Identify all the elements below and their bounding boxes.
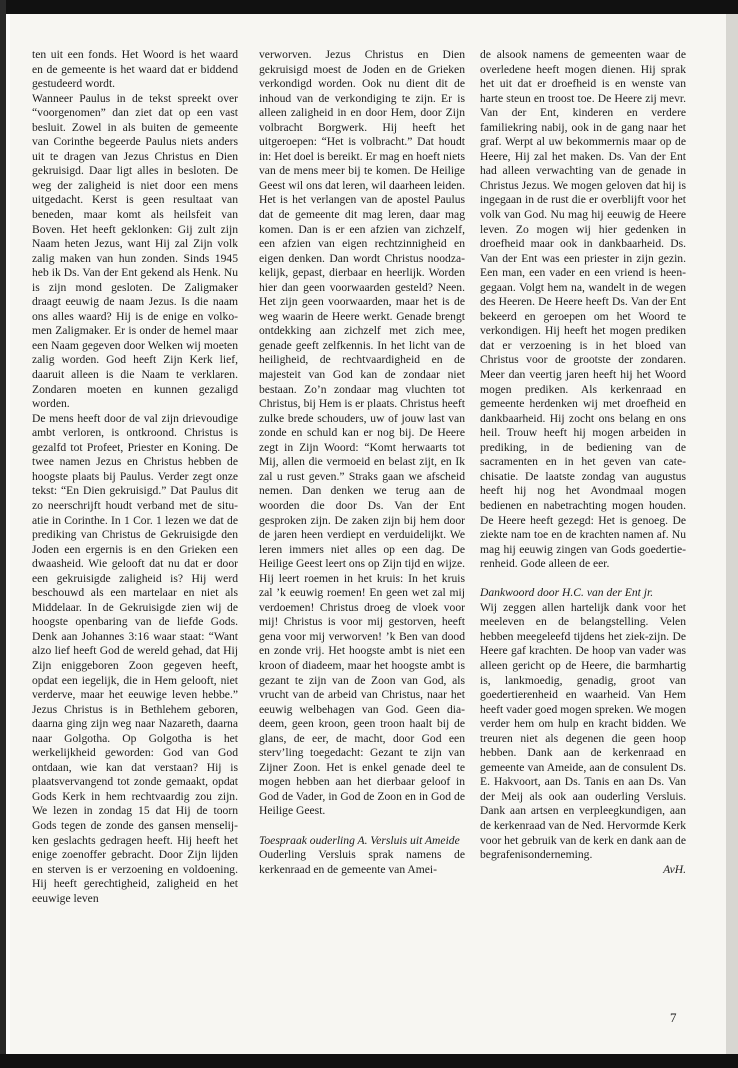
scan-bottom-border bbox=[0, 1054, 738, 1068]
paragraph: Wanneer Paulus in de tekst spreekt over “voorgenomen” dan ziet dat op een vast besluit. Zowel in als buiten de gemeente van Corinthe begeerde Paulus niets anders uit te dragen van Jezus Christus en Dien gekruisigd. Daar ligt alles in besloten. De weg der zaligheid is niet door een mens uitgedacht. Kerst is geen resultaat van beneden, maar komt als heilsfeit van Boven. Het heeft geklonken: Gij zult zijn Naam heten Jezus, want Hij zal Zijn volk zalig maken van hun zonden. Sinds 1945 heb ik Ds. Van der Ent gekend als Henk. Nu is zijn mond gesloten. De Zaligmaker draagt eeuwig de naam Jezus. Is die naam ons alles waard? Hij is de enige en volkomen Zaligmaker. Er is onder de hemel maar een Naam gegeven door Welken wij moeten zalig worden. God heeft Zijn Kerk lief, daaruit alleen is die Naam te verklaren. Zondaren moeten en kunnen gezaligd worden. bbox=[32, 91, 238, 411]
page-number: 7 bbox=[670, 1010, 677, 1025]
scan-top-border bbox=[0, 0, 738, 14]
paragraph: verworven. Jezus Christus en Dien gekruisigd moest de Joden en de Grieken verkondigd worden. Ook nu dient dit de inhoud van de verkondiging te zijn. Er is alleen zaligheid in en door Hem, door Zijn volbracht Borgwerk. Hij heeft het uitgeroepen: “Het is volbracht.” Dat houdt in: Het doel is bereikt. Er mag en hoeft niets van de mens meer bij te komen. De Heilige Geest wil ons dat leren, wil daarheen leiden. Het is het verlangen van de apostel Paulus dat de gemeente dit mag leren, daar mag komen. Dan is er een afzien van zichzelf, een afzien van eigen rechtzinnigheid en eigen denken. Dan wordt Christus noodzakelijk, gepast, dierbaar en heerlijk. Worden hier dan geen voorwaarden gesteld? Neen. Het zijn geen voorwaarden, maar het is de weg waarin de Heere werkt. Genade brengt ontdekking aan zichzelf met zich mee, genade geeft zelfkennis. In het licht van de heiligheid, de rechtvaardigheid en de majesteit van God kan de zondaar niet bestaan. Zo’n zondaar mag vluchten tot Christus, bij Hem is er plaats. Christus heeft zulke brede schouders, uw of jouw last van zonde en schuld kan er nog bij. De Heere zegt in Zijn Woord: “Komt herwaarts tot Mij, allen die vermoeid en belast zijt, en Ik zal u rust geven.” Straks gaan we afscheid nemen. Dan denken we terug aan de woorden die door Ds. Van der Ent gesproken zijn. De zaken zijn bij hem door de jaren heen verdiept en verduidelijkt. We leren immers niet alles op een dag. De Heilige Geest leert ons op Zijn tijd en wijze. Hij leert roemen in het kruis: In het kruis zal ’k eeuwig roemen! En geen wet zal mij verdoemen! Christus droeg de vloek voor mij! Christus is voor mij gestorven, heeft gena voor mij verworven! ’k Ben van dood en zonde vrij. Het hoogste ambt is niet een kroon of diadeem, maar het hoogste ambt is gezant te zijn van de Zoon van God, als vrucht van de arbeid van Christus, naar het eeuwig welbehagen van God. Geen diadeem, geen kroon, geen troon haalt bij de glans, de eer, de macht, door God een sterv’ling toegedacht: Gezant te zijn van Zijner Zoon. Het is enkel genade deel te mogen hebben aan het dierbaar geloof in God de Vader, in God de Zoon en in God de Heilige Geest. bbox=[259, 48, 465, 818]
page-right-edge bbox=[726, 14, 738, 1054]
text-column-1 bbox=[32, 48, 238, 906]
paragraph: de alsook namens de gemeenten waar de overledene heeft mogen dienen. Hij sprak het uit dat er droefheid is en wenste van harte steun en troost toe. De Heere zij mevr. Van der Ent, kinderen en verdere familiekring nabij, ook in de gang naar het graf. Werpt al uw bekommernis maar op de Heere, Hij zal het maken. Ds. Van der Ent had alleen verwachting van de genade in Christus Jezus. We mogen geloven dat hij is ingegaan in de rust die er overblijft voor het volk van God. Nu mag hij eeuwig de Heere leven. Zo mogen wij hier gedenken in droefheid maar ook in dankbaarheid. Ds. Van der Ent was een priester in zijn gezin. Een man, een vader en een vriend is heengegaan. Volgt hem na, wandelt in de wegen des Heeren. De Heere heeft Ds. Van der Ent bekeerd en geroepen om het Woord te verkondigen. Hij heeft het mogen prediken dat er verzoening is in het bloed van Christus voor de grootste der zondaren. Meer dan veertig jaren heeft hij het Woord mogen prediken. Als kerkenraad en gemeente herdenken wij met droefheid en dankbaarheid. Hij zocht ons belang en ons heil. Trouw heeft hij mogen arbeiden in prediking, in de bediening van de sacramenten en in het geven van catechisatie. De laatste zondag van augustus heeft hij nog het Avondmaal mogen bedienen en nabetrachting mogen houden. De Heere heeft gezegd: Het is genoeg. De ziekte nam toe en de krachten namen af. Nu mag hij eeuwig zingen van Gods goedertierenheid. Gode alleen de eer. bbox=[480, 48, 686, 571]
section-heading: Dankwoord door H.C. van der Ent jr. bbox=[480, 586, 654, 600]
text-column-2 bbox=[259, 48, 465, 877]
paragraph: De mens heeft door de val zijn drievoudige ambt verloren, is ontkroond. Christus is gezalfd tot Profeet, Priester en Koning. De twee namen Jezus en Christus hebben de hoogste plaats bij Paulus. Verder zegt onze tekst: “En Dien gekruisigd.” Dat Paulus dit zo neerschrijft houdt verband met de situatie in Corinthe. In 1 Cor. 1 lezen we dat de prediking van Christus de Gekruisigde den Joden een ergernis is en den Grieken een dwaasheid. Wie gelooft dat nu dat er door een gekruisigde zaligheid is? Hij werd beschouwd als een martelaar en niet als Middelaar. In de Gekruisigde zien wij de hoogste openbaring van de liefde Gods. Denk aan Johannes 3:16 waar staat: “Want alzo lief heeft God de wereld gehad, dat Hij Zijn eniggeboren Zoon gegeven heeft, opdat een iegelijk, die in Hem gelooft, niet verderve, maar het eeuwige leven hebbe.” Jezus Christus is in Bethlehem geboren, daarna ging zijn weg naar Nazareth, daarna naar Golgotha. Op Golgotha is het werkelijkheid geworden: God van God ontdaan, wie kan dat verstaan? Hij is plaatsvervangend tot zonde gemaakt, opdat Gods Kerk in hem rechtvaardig zou zijn. We lezen in zondag 15 dat Hij de toorn Gods tegen de zonde des gansen menselijken geslachts gedragen heeft. Hij heeft het enige zoenoffer gebracht. Door Zijn lijden en sterven is er verzoening en voldoening. Hij heeft gerechtigheid, zaligheid en het eeuwige leven bbox=[32, 411, 238, 905]
paragraph: ten uit een fonds. Het Woord is het waard en de gemeente is het waard dat er biddend gestudeerd wordt. bbox=[32, 48, 238, 91]
text-column-3 bbox=[480, 48, 686, 877]
section-heading: Toespraak ouderling A. Versluis uit Ameide bbox=[259, 833, 460, 847]
author-signature: AvH. bbox=[663, 862, 686, 876]
paragraph: Wij zeggen allen hartelijk dank voor het meeleven en de belangstelling. Velen hebben meegeleefd tijdens het ziek-zijn. De Heere gaf krachten. De hoop van vader was alleen gericht op de Heere, die barmhartig is, lankmoedig, genadig, groot van goedertierenheid en waarheid. Van Hem heeft vader goed mogen spreken. We mogen verder hem om hulp en kracht bidden. We treuren niet als degenen die geen hoop hebben. Dank aan de kerkenraad en gemeente van Ameide, aan de consulent Ds. E. Hakvoort, aan Ds. Tanis en aan Ds. Van der Meij als ook aan ouderling Versluis. Dank aan artsen en verpleegkundigen, aan de kerkenraad van de Ned. Hervormde Kerk voor het gebruik van de kerk en dank aan de begrafenisonderneming. bbox=[480, 600, 686, 862]
paragraph-spacer bbox=[259, 819, 465, 834]
paragraph-spacer bbox=[480, 572, 686, 587]
scan-left-border bbox=[0, 0, 6, 1068]
paragraph: Ouderling Versluis sprak namens de kerkenraad en de gemeente van Amei- bbox=[259, 848, 465, 876]
